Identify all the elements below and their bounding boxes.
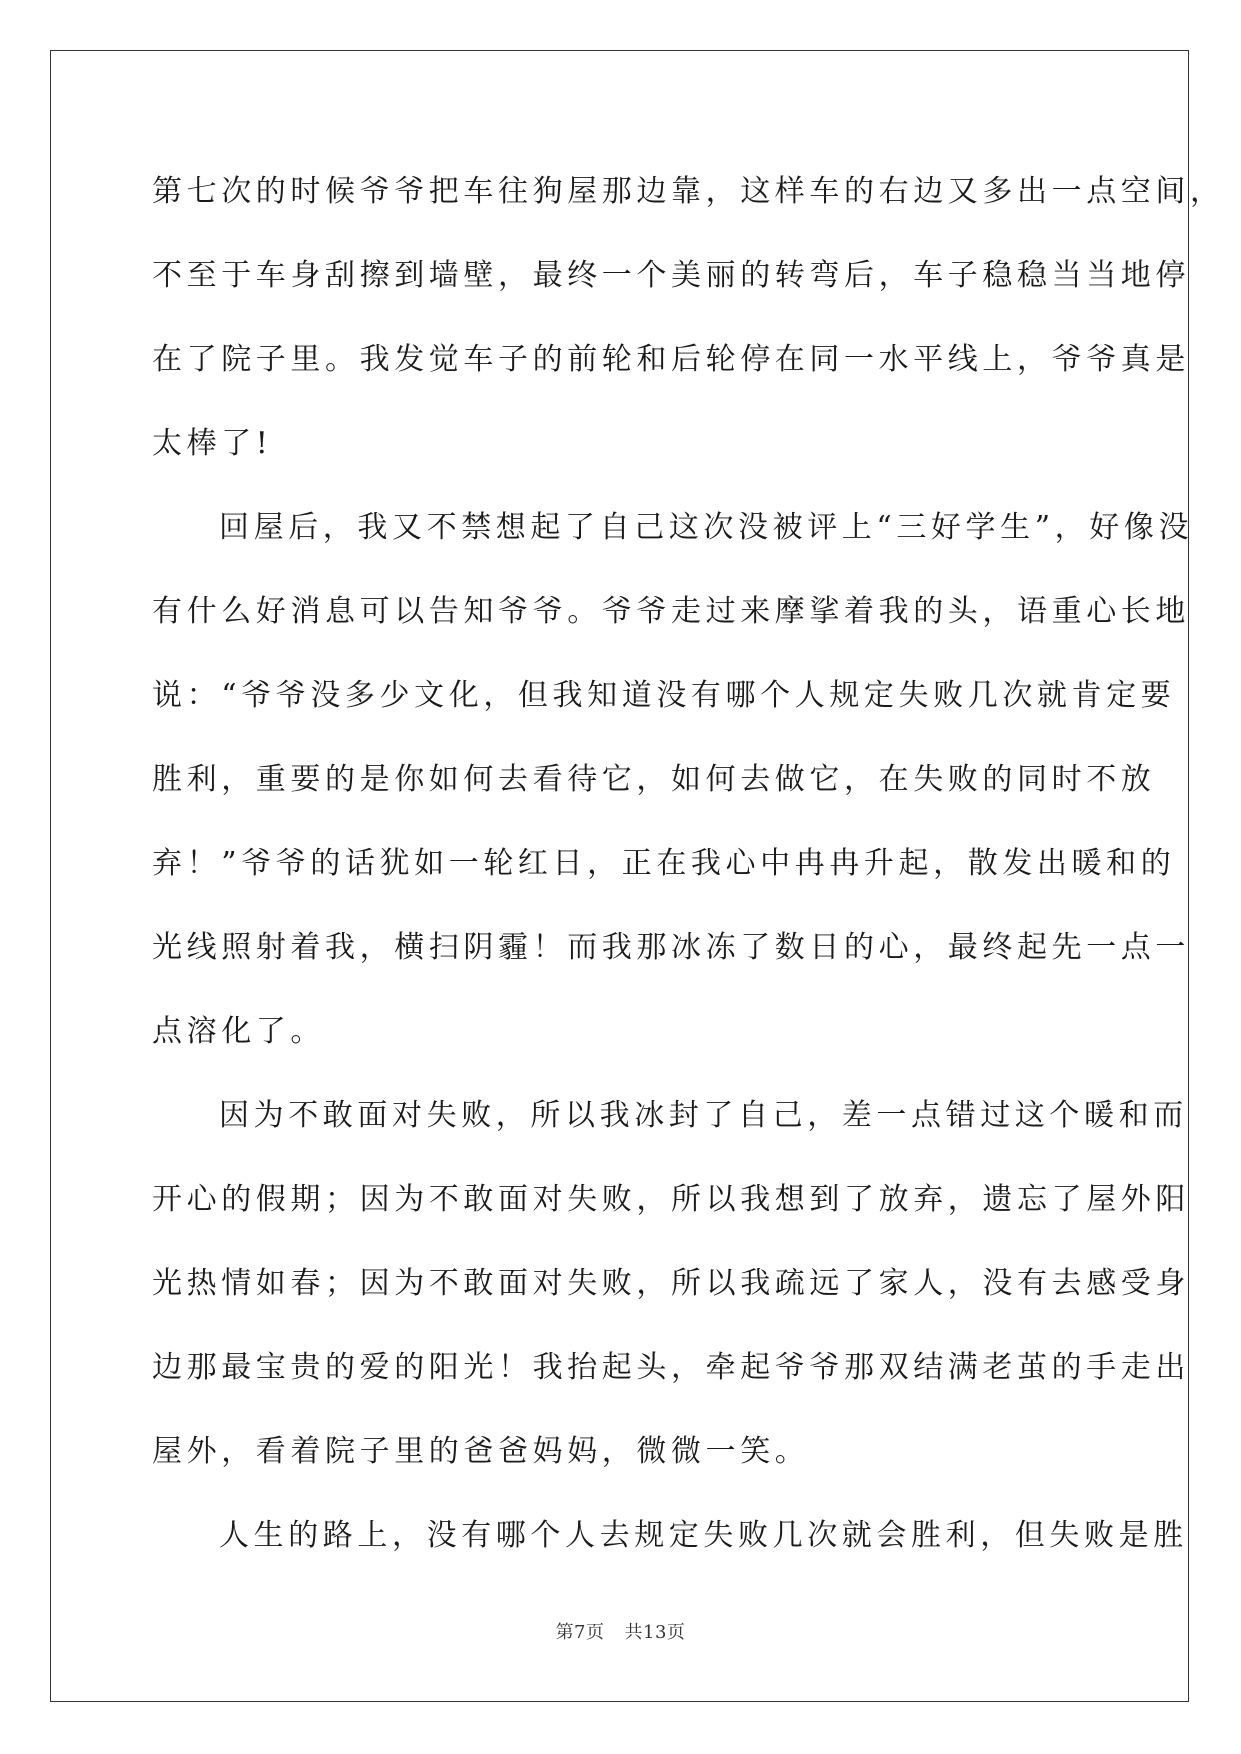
text-line: 在了院子里。我发觉车子的前轮和后轮停在同一水平线上，爷爷真是 — [152, 342, 1190, 377]
paragraph-start-line: 人生的路上，没有哪个人去规定失败几次就会胜利，但失败是胜 — [219, 1518, 1188, 1553]
text-line: 屋外，看着院子里的爸爸妈妈，微微一笑。 — [152, 1434, 810, 1469]
text-line: 光线照射着我，横扫阴霾！而我那冰冻了数日的心，最终起先一点一 — [152, 930, 1190, 965]
text-line: 弃！”爷爷的话犹如一轮红日，正在我心中冉冉升起，散发出暖和的 — [152, 846, 1176, 881]
text-line: 开心的假期；因为不敢面对失败，所以我想到了放弃，遗忘了屋外阳 — [152, 1182, 1190, 1217]
page-footer — [0, 1618, 1241, 1644]
document-body — [152, 150, 1225, 1578]
text-line: 有什么好消息可以告知爷爷。爷爷走过来摩挲着我的头，语重心长地 — [152, 594, 1190, 629]
text-line: 光热情如春；因为不敢面对失败，所以我疏远了家人，没有去感受身 — [152, 1266, 1190, 1301]
text-line: 太棒了! — [152, 426, 273, 461]
text-line: 边那最宝贵的爱的阳光！我抬起头，牵起爷爷那双结满老茧的手走出 — [152, 1350, 1190, 1385]
text-line: 第七次的时候爷爷把车往狗屋那边靠，这样车的右边又多出一点空间， — [152, 174, 1225, 209]
paragraph-start-line: 因为不敢面对失败，所以我冰封了自己，差一点错过这个暖和而 — [219, 1098, 1188, 1133]
page-number: 第7页 — [555, 1622, 605, 1643]
page-total: 共13页 — [624, 1622, 686, 1643]
text-line: 不至于车身刮擦到墙壁，最终一个美丽的转弯后，车子稳稳当当地停 — [152, 258, 1190, 293]
paragraph-start-line: 回屋后，我又不禁想起了自己这次没被评上“三好学生”，好像没 — [219, 510, 1194, 545]
text-line: 点溶化了。 — [152, 1014, 325, 1049]
text-line: 胜利，重要的是你如何去看待它，如何去做它，在失败的同时不放 — [152, 762, 1156, 797]
text-line: 说：“爷爷没多少文化，但我知道没有哪个人规定失败几次就肯定要 — [152, 678, 1176, 713]
